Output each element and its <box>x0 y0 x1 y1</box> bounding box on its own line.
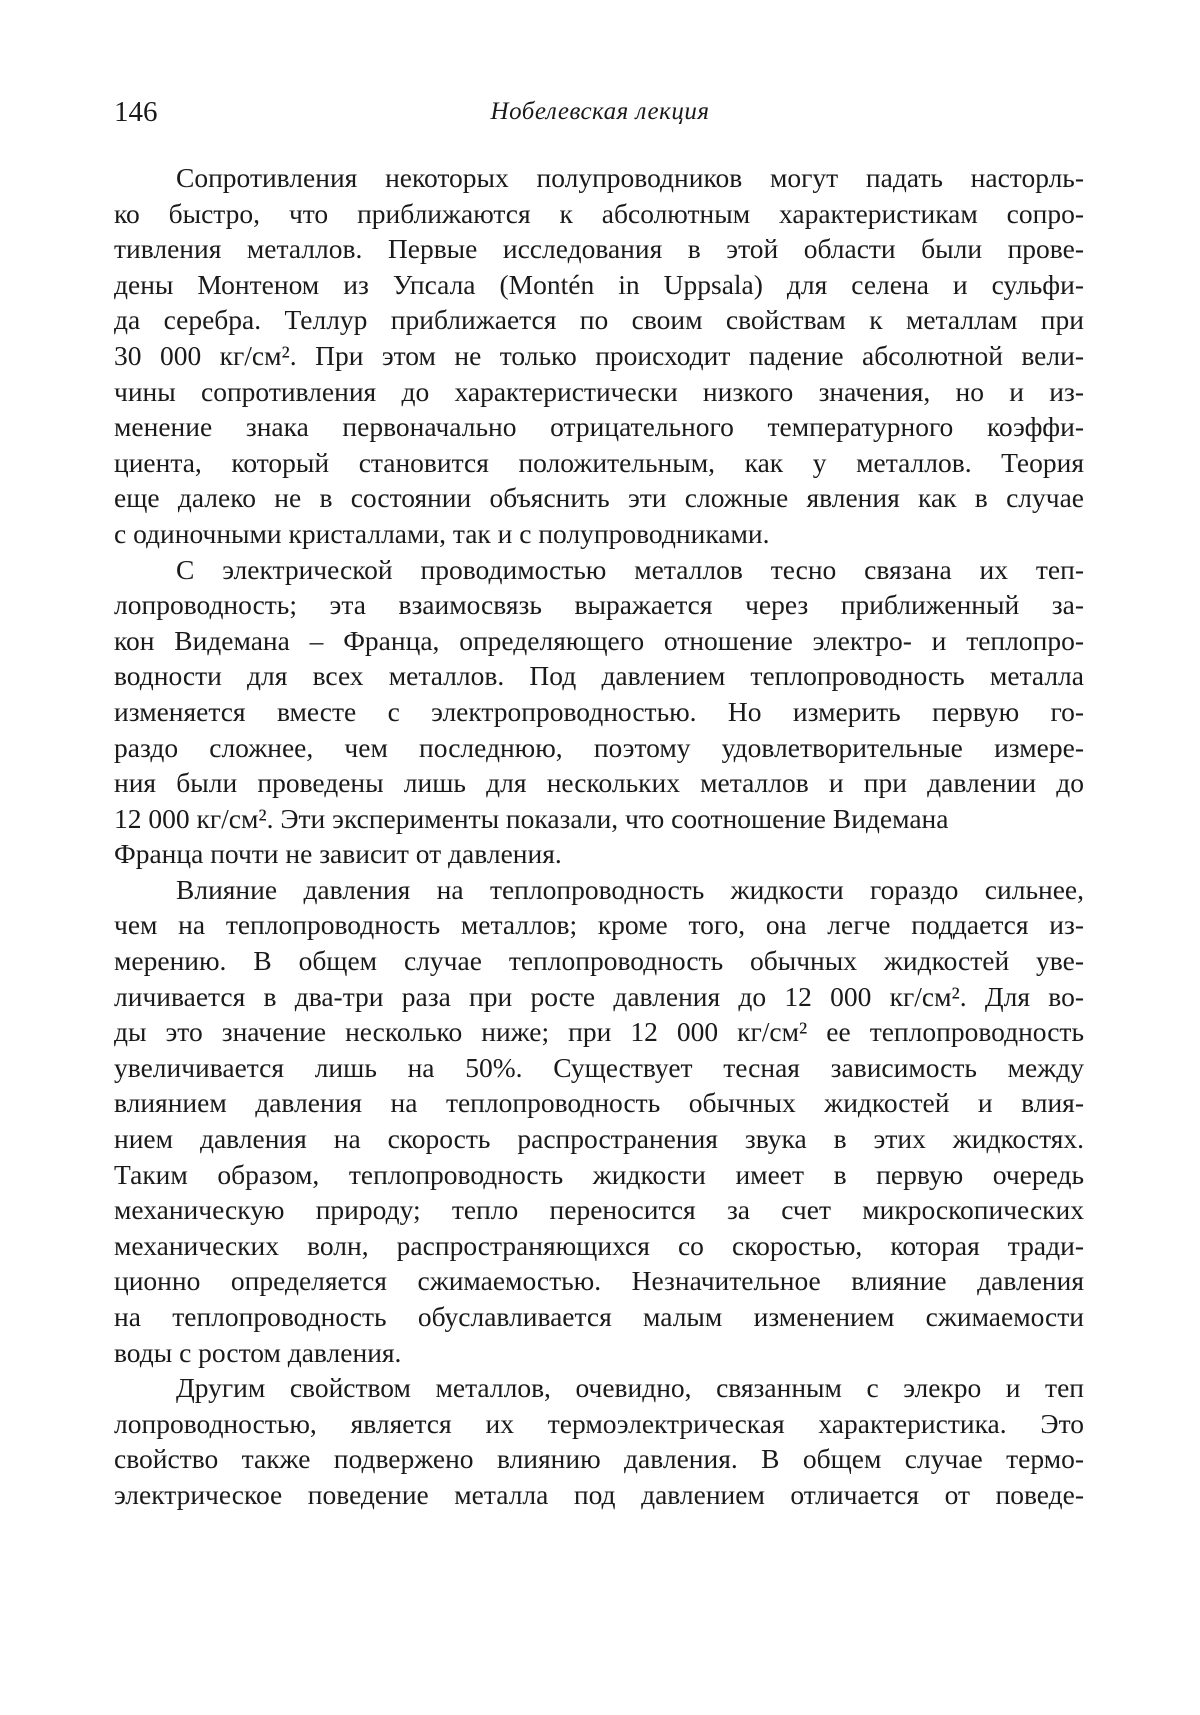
text-line: менение знака первоначально отрицательного температурного коэффи- <box>114 411 1084 443</box>
text-line: Другим свойством металлов, очевидно, связанным с элекро и теп <box>176 1372 1084 1404</box>
text-line: нием давления на скорость распространения звука в этих жидкостях. <box>114 1123 1084 1155</box>
text-line: Таким образом, теплопроводность жидкости имеет в первую очередь <box>114 1158 1084 1190</box>
text-line: 30 000 кг/см². При этом не только происходит падение абсолютной вели- <box>114 339 1084 371</box>
text-line: чины сопротивления до характеристически низкого значения, но и из- <box>114 375 1084 407</box>
text-line: влиянием давления на теплопроводность обычных жидкостей и влия- <box>114 1087 1084 1119</box>
page-number: 146 <box>114 96 158 128</box>
page-header <box>114 92 1086 132</box>
text-line: Сопротивления некоторых полупроводников могут падать насторль- <box>176 162 1084 193</box>
text-line: Франца почти не зависит от давления. <box>114 838 562 870</box>
text-line: лопроводность; эта взаимосвязь выражается через приближенный за- <box>114 589 1084 621</box>
text-line: воды с ростом давления. <box>114 1336 402 1368</box>
text-line: водности для всех металлов. Под давлением теплопроводность металла <box>114 660 1084 692</box>
text-line: личивается в два-три раза при росте давления до 12 000 кг/см². Для во- <box>114 980 1084 1012</box>
text-line: на теплопроводность обуславливается малым изменением сжимаемости <box>114 1301 1084 1332</box>
text-line: свойство также подвержено влиянию давления. В общем случае термо- <box>114 1443 1084 1475</box>
text-line: Влияние давления на теплопроводность жидкости гораздо сильнее, <box>176 873 1084 905</box>
text-line: мерению. В общем случае теплопроводность обычных жидкостей уве- <box>114 945 1084 977</box>
text-line: 12 000 кг/см². Эти эксперименты показали, что соотношение Видемана <box>114 802 949 834</box>
text-line: ды это значение несколько ниже; при 12 000 кг/см² ее теплопроводность <box>114 1016 1084 1048</box>
text-line: раздо сложнее, чем последнюю, поэтому удовлетворительные измере- <box>114 731 1084 763</box>
text-line: лопроводностью, является их термоэлектрическая характеристика. Это <box>114 1407 1084 1439</box>
text-line: С электрической проводимостью металлов тесно связана их теп- <box>176 553 1084 585</box>
text-line: механическую природу; тепло переносится за счет микроскопических <box>114 1194 1084 1226</box>
text-line: да серебра. Теллур приближается по своим свойствам к металлам при <box>114 304 1084 336</box>
body-text <box>114 160 1084 1513</box>
paragraph-1 <box>114 160 1084 552</box>
paragraph-4 <box>114 1370 1084 1512</box>
paragraph-3 <box>114 872 1084 1370</box>
text-line: еще далеко не в состоянии объяснить эти сложные явления как в случае <box>114 482 1084 514</box>
text-line: механических волн, распространяющихся со скоростью, которая тради- <box>114 1229 1084 1261</box>
paragraph-2 <box>114 552 1084 872</box>
text-line: изменяется вместе с электропроводностью. Но измерить первую го- <box>114 695 1084 727</box>
running-title: Нобелевская лекция <box>490 98 710 125</box>
text-line: тивления металлов. Первые исследования в этой области были прове- <box>114 233 1084 265</box>
text-line: увеличивается лишь на 50%. Существует тесная зависимость между <box>114 1051 1084 1083</box>
text-line: ционно определяется сжимаемостью. Незначительное влияние давления <box>114 1265 1084 1297</box>
text-line: ко быстро, что приближаются к абсолютным характеристикам сопро- <box>114 197 1084 229</box>
text-line: циента, который становится положительным, как у металлов. Теория <box>114 446 1084 478</box>
text-line: с одиночными кристаллами, так и с полупроводниками. <box>114 517 770 549</box>
text-line: электрическое поведение металла под давлением отличается от поведе- <box>114 1478 1084 1510</box>
text-line: кон Видемана – Франца, определяющего отношение электро- и теплопро- <box>114 624 1084 656</box>
text-line: чем на теплопроводность металлов; кроме того, она легче поддается из- <box>114 909 1084 941</box>
text-line: ния были проведены лишь для нескольких металлов и при давлении до <box>114 767 1084 799</box>
text-line: дены Монтеном из Упсала (Montén in Uppsala) для селена и сульфи- <box>114 268 1084 300</box>
